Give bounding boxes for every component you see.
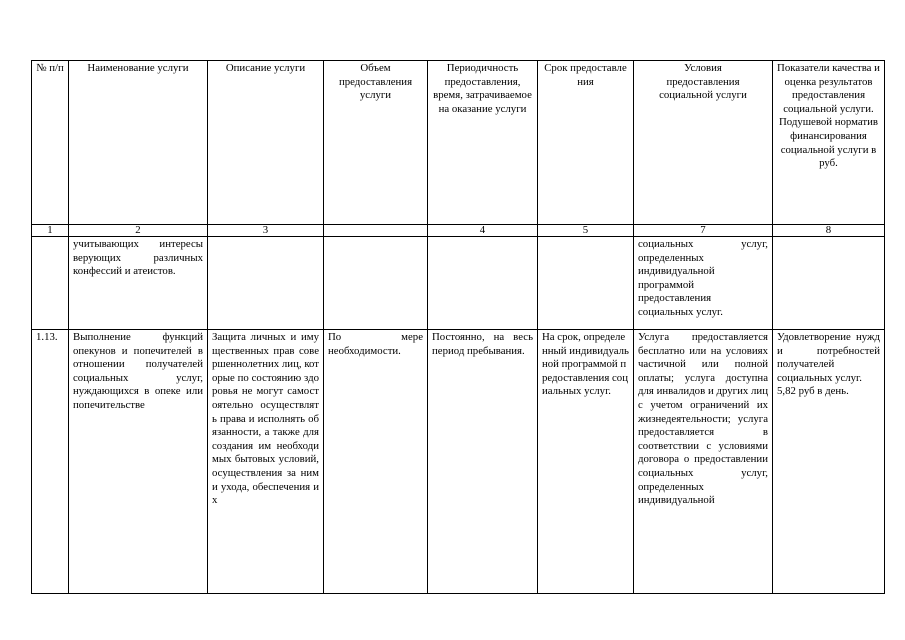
header-quality: Показатели качества и оценка результатов предоставления социальной услуги. Подушевой норматив финансирования социальной услуги в руб.: [773, 61, 885, 225]
header-description: Описание услуги: [208, 61, 324, 225]
cell-empty: [208, 237, 324, 330]
header-term: Срок предоставления: [538, 61, 634, 225]
cell-empty: [773, 237, 885, 330]
service-quality-cell: [773, 330, 885, 594]
header-number: № п/п: [32, 61, 69, 225]
column-number: 1: [32, 225, 69, 237]
cell-empty: [428, 237, 538, 330]
service-periodicity: Постоянно, на весь период пребывания.: [428, 330, 538, 594]
cell-empty: [324, 237, 428, 330]
table-row: [32, 330, 885, 594]
column-number: 2: [69, 225, 208, 237]
service-term: На срок, определенный индивидуальной программой предоставления социальных услуг.: [538, 330, 634, 594]
column-number: 5: [538, 225, 634, 237]
service-volume: По мере необходимости.: [324, 330, 428, 594]
column-number: 4: [428, 225, 538, 237]
service-quality: Удовлетворение нужд и потребностей получателей социальных услуг.: [777, 331, 880, 384]
continuation-name: учитывающих интересы верующих различных конфессий и атеистов.: [69, 237, 208, 330]
continuation-conditions: социальных услуг, определенных индивидуальной программой предоставления социальных услуг.: [634, 237, 773, 330]
column-number: 8: [773, 225, 885, 237]
column-number: 3: [208, 225, 324, 237]
header-conditions: Условия предоставления социальной услуги: [634, 61, 773, 225]
continuation-row: [32, 237, 885, 330]
header-periodicity: Периодичность предоставления, время, затрачиваемое на оказание услуги: [428, 61, 538, 225]
header-row: [32, 61, 885, 225]
cell-empty: [538, 237, 634, 330]
column-number-row: [32, 225, 885, 237]
header-service-name: Наименование услуги: [69, 61, 208, 225]
column-number: 7: [634, 225, 773, 237]
services-table: [31, 60, 885, 594]
service-conditions: Услуга предоставляется бесплатно или на условиях частичной или полной оплаты; услуга доступна для инвалидов и других лиц с учетом ограничений их жизнедеятельности; услуга предоставляется в соответствии с условиями договора о предоставлении социальных услуг, определенных индивидуальной: [634, 330, 773, 594]
column-number: [324, 225, 428, 237]
service-description: Защита личных и имущественных прав совершеннолетних лиц, которые по состоянию здоровья не могут самостоятельно осуществлять права и исполнять обязанности, а также для создания им необходимых бытовых условий, осуществления за ними ухода, обеспечения их: [208, 330, 324, 594]
row-number: 1.13.: [32, 330, 69, 594]
service-name: Выполнение функций опекунов и попечителей в отношении получателей социальных услуг, нуждающихся в опеке или попечительстве: [69, 330, 208, 594]
header-volume: Объем предоставления услуги: [324, 61, 428, 225]
cell-empty: [32, 237, 69, 330]
service-norm: 5,82 руб в день.: [777, 385, 849, 398]
